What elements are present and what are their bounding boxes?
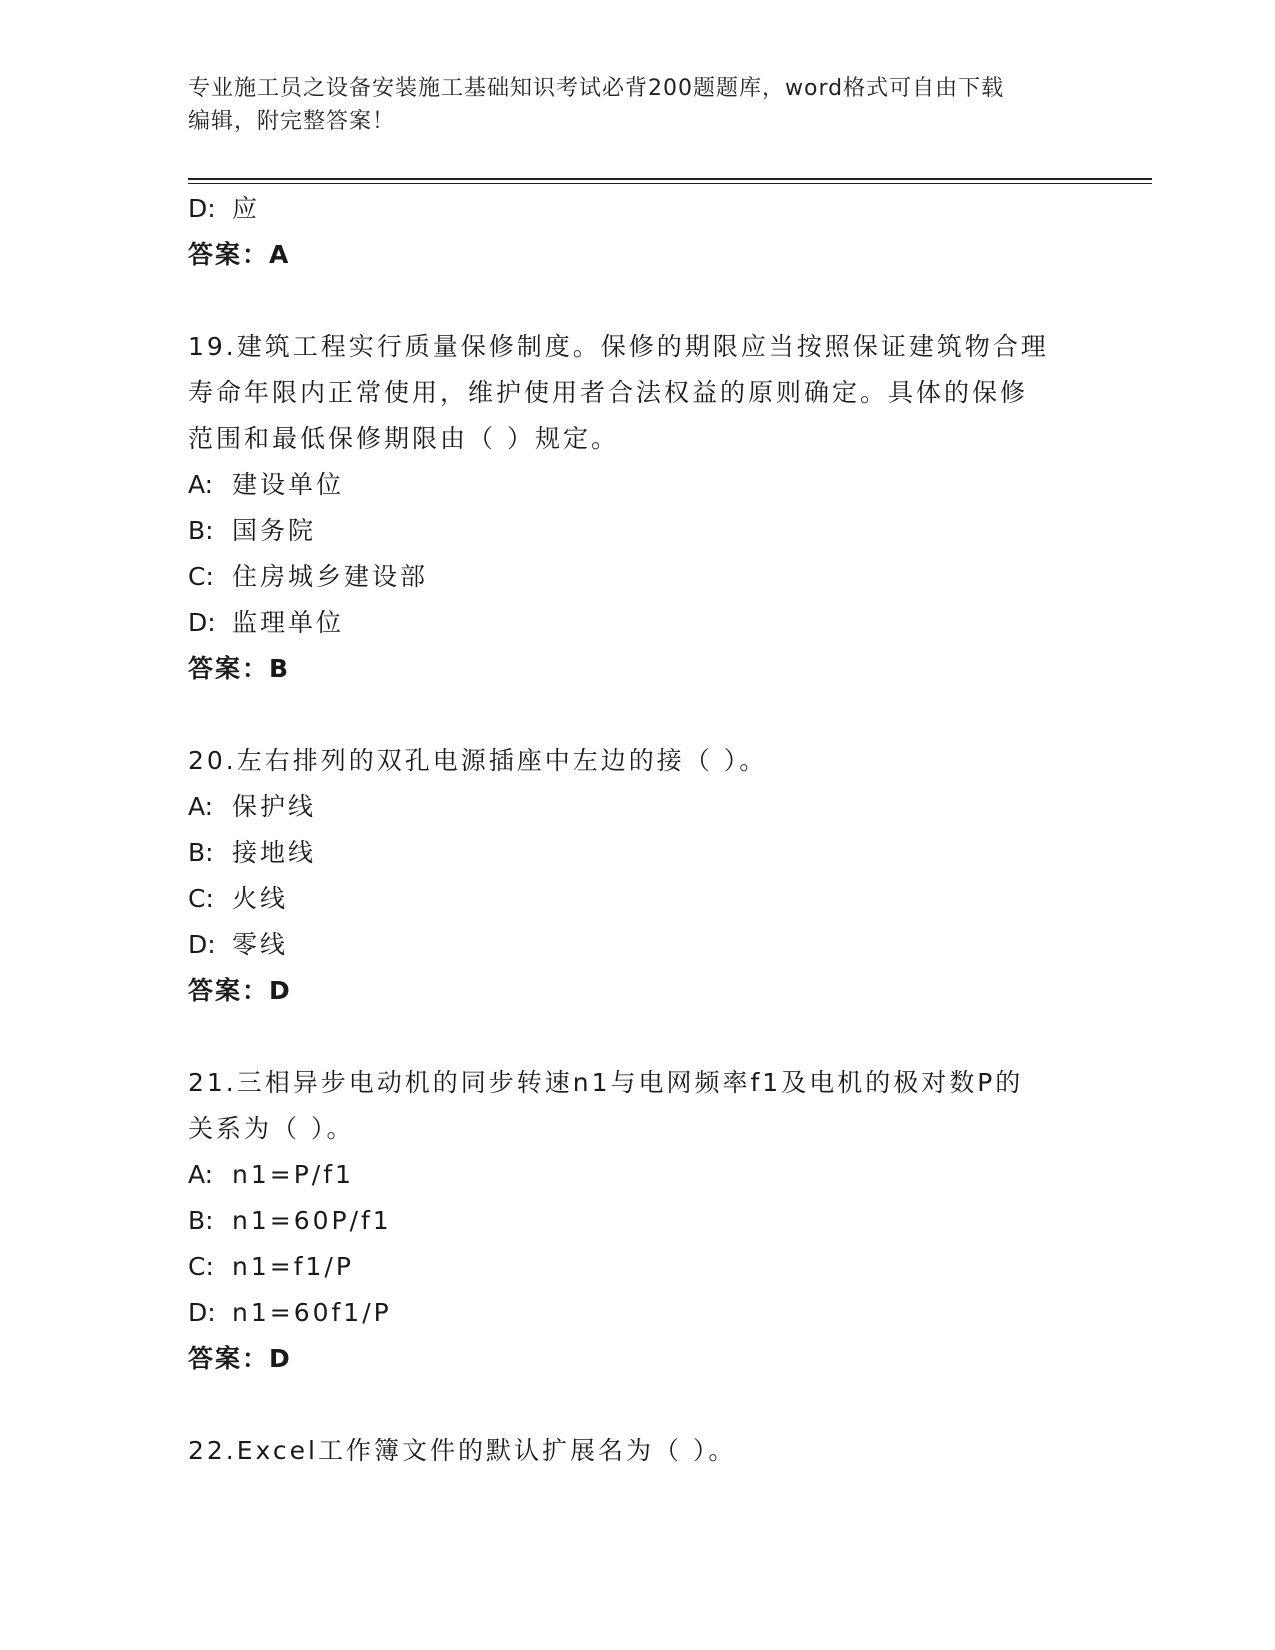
q20-option-d xyxy=(188,922,1088,968)
q21-stem-line-1: 21.三相异步电动机的同步转速n1与电网频率f1及电机的极对数P的 xyxy=(188,1068,1024,1097)
option-text: 接地线 xyxy=(232,838,317,867)
q21-option-b xyxy=(188,1198,1088,1244)
option-text: 住房城乡建设部 xyxy=(232,562,429,591)
q19-stem-line-1: 19.建筑工程实行质量保修制度。保修的期限应当按照保证建筑物合理 xyxy=(188,332,1049,361)
q21-option-a xyxy=(188,1152,1088,1198)
q21-option-d xyxy=(188,1290,1088,1336)
header-rule-thick xyxy=(188,178,1152,180)
option-label: A: xyxy=(188,1160,214,1189)
option-label: A: xyxy=(188,792,214,821)
document-header xyxy=(188,72,1078,138)
option-label: D: xyxy=(188,930,216,959)
spacer xyxy=(188,692,1088,738)
option-label: B: xyxy=(188,838,214,867)
option-label: C: xyxy=(188,562,214,591)
option-text: 监理单位 xyxy=(232,608,345,637)
spacer xyxy=(188,1014,1088,1060)
q20-option-c xyxy=(188,876,1088,922)
q21-answer: 答案：D xyxy=(188,1344,292,1373)
option-label: C: xyxy=(188,1252,214,1281)
q22-stem-line-1: 22.Excel工作簿文件的默认扩展名为（ ）。 xyxy=(188,1436,737,1465)
option-text: 保护线 xyxy=(232,792,317,821)
option-text: n1=60f1/P xyxy=(232,1298,392,1327)
q19-option-a xyxy=(188,462,1088,508)
spacer xyxy=(188,278,1088,324)
option-text: n1=P/f1 xyxy=(232,1160,354,1189)
header-line-2: 编辑，附完整答案！ xyxy=(188,109,396,134)
option-label: B: xyxy=(188,516,214,545)
q21-option-c xyxy=(188,1244,1088,1290)
option-text: 零线 xyxy=(232,930,289,959)
q19-option-c xyxy=(188,554,1088,600)
option-text: 应 xyxy=(232,194,261,223)
option-label: C: xyxy=(188,884,214,913)
q19-option-d xyxy=(188,600,1088,646)
header-rule-thin xyxy=(188,183,1152,184)
option-label: D: xyxy=(188,608,216,637)
q20-option-b xyxy=(188,830,1088,876)
option-label: B: xyxy=(188,1206,214,1235)
document-body xyxy=(188,186,1088,1474)
q20-option-a xyxy=(188,784,1088,830)
option-text: 建设单位 xyxy=(232,470,345,499)
option-label: D: xyxy=(188,194,216,223)
option-text: 国务院 xyxy=(232,516,317,545)
option-text: n1=60P/f1 xyxy=(232,1206,392,1235)
prev-option-d xyxy=(188,186,1088,232)
option-label: A: xyxy=(188,470,214,499)
q20-stem-line-1: 20.左右排列的双孔电源插座中左边的接（ ）。 xyxy=(188,746,768,775)
option-text: 火线 xyxy=(232,884,289,913)
q19-option-b xyxy=(188,508,1088,554)
prev-answer: 答案：A xyxy=(188,240,291,269)
option-label: D: xyxy=(188,1298,216,1327)
q19-stem-line-3: 范围和最低保修期限由（ ）规定。 xyxy=(188,424,619,453)
q20-answer: 答案：D xyxy=(188,976,292,1005)
option-text: n1=f1/P xyxy=(232,1252,354,1281)
q19-answer: 答案：B xyxy=(188,654,291,683)
q19-stem-line-2: 寿命年限内正常使用，维护使用者合法权益的原则确定。具体的保修 xyxy=(188,378,1029,407)
header-line-1: 专业施工员之设备安装施工基础知识考试必背200题题库，word格式可自由下载 xyxy=(188,76,1005,101)
spacer xyxy=(188,1382,1088,1428)
q21-stem-line-2: 关系为（ ）。 xyxy=(188,1114,355,1143)
